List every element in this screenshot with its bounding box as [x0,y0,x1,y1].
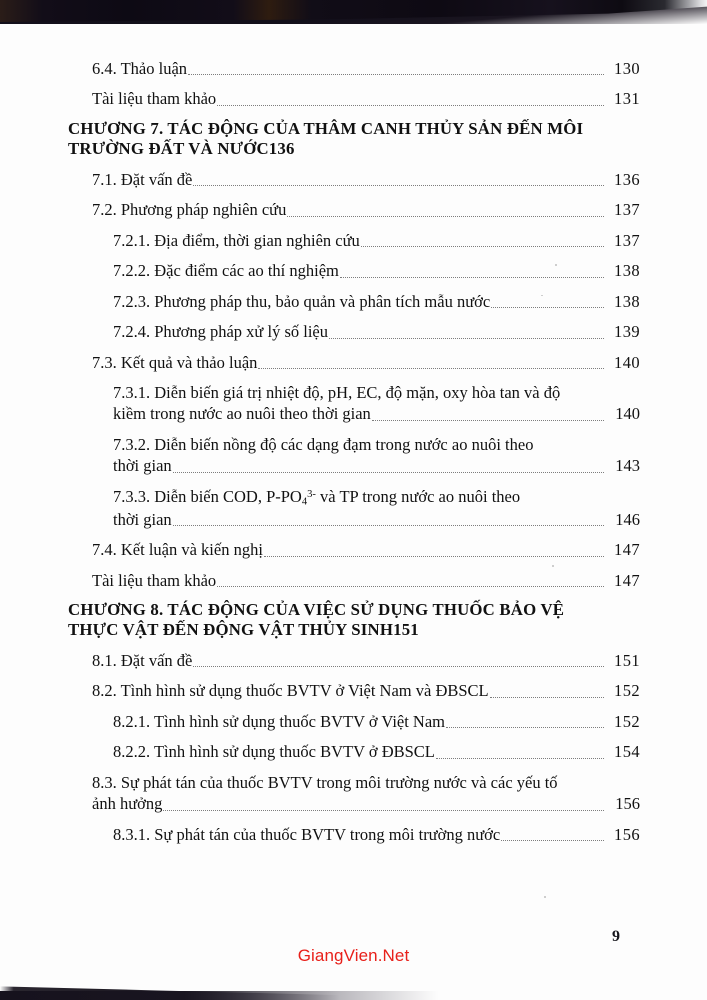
formula-prefix: 7.3.3. Diễn biến COD, P-PO [113,486,302,506]
toc-entry-7-1[interactable] [68,169,640,190]
toc-entry-page: 151 [614,651,640,671]
scan-edge-top [0,0,707,24]
dot-leader [264,555,604,557]
dot-leader [163,809,604,811]
scan-speck [555,264,557,266]
toc-entry-page: 138 [614,291,640,311]
formula-superscript: 3- [307,488,316,500]
toc-entry-7-3-1[interactable] [68,382,640,425]
toc-entry-label-line-2-row [113,455,640,476]
toc-entry-label: 7.2.2. Đặc điểm các ao thí nghiệm [113,261,339,281]
toc-entry-page: 130 [614,59,640,78]
toc-entry-page: 140 [614,352,640,372]
toc-entry-label: Tài liệu tham khảo [92,89,217,109]
dot-leader [446,726,604,728]
table-of-contents [68,58,640,854]
dot-leader [329,337,604,339]
toc-entry-7-2-1[interactable] [68,230,640,251]
toc-entry-label-line-2: thời gian [113,456,172,476]
toc-entry-label-line-2: kiềm trong nước ao nuôi theo thời gian [113,404,371,424]
toc-entry-page: 156 [615,794,640,814]
toc-entry-8-3-1[interactable] [68,824,640,845]
dot-leader [217,585,604,587]
toc-entry-page: 140 [615,404,640,424]
dot-leader [188,73,604,75]
toc-entry-page: 152 [614,681,640,701]
toc-entry-page: 139 [614,322,640,342]
toc-entry-6-4[interactable] [68,58,640,79]
scan-speck [544,896,546,898]
toc-entry-8-3[interactable] [68,772,640,815]
dot-leader [340,276,604,278]
dot-leader [193,665,604,667]
toc-entry-label: 7.2.3. Phương pháp thu, bảo quản và phân tích mẫu nước [113,291,491,311]
toc-entry-8-2-2[interactable] [68,741,640,762]
formula-subscript: 4 [301,496,308,507]
toc-entry-label-line-1: 7.3.1. Diễn biến giá trị nhiệt độ, pH, EC, độ mặn, oxy hòa tan và độ [113,382,561,402]
toc-entry-label-line-1: 7.3.2. Diễn biến nồng độ các dạng đạm trong nước ao nuôi theo [113,434,534,454]
toc-entry-7-3[interactable] [68,352,640,373]
toc-entry-label-line-2: ảnh hưởng [92,794,163,814]
scan-edge-bottom-strip [0,991,707,1000]
toc-entry-page: 152 [614,711,640,731]
toc-entry-label: 7.2.1. Địa điểm, thời gian nghiên cứu [113,230,360,250]
formula-suffix: và TP trong nước ao nuôi theo [315,486,521,506]
chapter-heading-line-2: THỰC VẬT ĐẾN ĐỘNG VẬT THỦY SINH [68,620,394,640]
toc-entry-references-ch6[interactable] [68,88,640,109]
chapter-heading-line-1: CHƯƠNG 8. TÁC ĐỘNG CỦA VIỆC SỬ DỤNG THUỐC BẢO VỆ [68,600,565,620]
toc-entry-page: 138 [614,261,640,281]
toc-entry-label: 8.2.1. Tình hình sử dụng thuốc BVTV ở Việt Nam [113,711,446,731]
toc-entry-label: 7.3. Kết quả và thảo luận [92,352,258,372]
toc-entry-page: 146 [615,509,640,529]
toc-entry-label: 8.1. Đặt vấn đề [92,651,193,671]
toc-entry-page: 147 [614,570,640,590]
chapter-heading-line-2-row [68,620,640,640]
dot-leader [193,184,604,186]
toc-entry-label-line-2-row [113,403,640,424]
toc-entry-7-3-3[interactable] [68,486,640,530]
toc-entry-page: 136 [268,138,295,158]
toc-entry-7-3-2[interactable] [68,434,640,477]
toc-entry-page: 143 [615,456,640,476]
dot-leader [217,104,604,106]
toc-entry-page: 147 [614,540,640,560]
toc-entry-label-line-1 [113,486,640,509]
toc-entry-label: 7.2.4. Phương pháp xử lý số liệu [113,322,328,342]
toc-entry-page: 131 [614,89,640,109]
toc-entry-8-2[interactable] [68,680,640,701]
toc-entry-label: 8.2.2. Tình hình sử dụng thuốc BVTV ở ĐBSCL [113,742,435,762]
toc-entry-page: 137 [614,200,640,220]
toc-entry-8-2-1[interactable] [68,711,640,732]
toc-entry-label: 7.1. Đặt vấn đề [92,169,193,189]
dot-leader [372,419,604,421]
dot-leader [287,215,604,217]
chapter-heading-line-2-row [68,139,640,159]
toc-entry-label: 7.2. Phương pháp nghiên cứu [92,200,287,220]
toc-chapter-8-heading[interactable] [68,600,640,640]
toc-entry-label-line-2-row [113,509,640,530]
toc-entry-page: 156 [614,824,640,844]
watermark: GiangVien.Net [297,946,410,965]
toc-entry-label-line-1: 8.3. Sự phát tán của thuốc BVTV trong môi trường nước và các yếu tố [92,772,558,792]
dot-leader [258,367,604,369]
toc-entry-label-line-2: thời gian [113,509,172,529]
toc-entry-page: 136 [614,169,640,189]
dot-leader [173,524,604,526]
dot-leader [491,306,604,308]
toc-entry-label: 8.3.1. Sự phát tán của thuốc BVTV trong môi trường nước [113,824,501,844]
chapter-heading-line-1: CHƯƠNG 7. TÁC ĐỘNG CỦA THÂM CANH THỦY SẢN ĐẾN MÔI [68,118,584,138]
toc-entry-7-4[interactable] [68,539,640,560]
toc-entry-7-2-2[interactable] [68,260,640,281]
page-number: 9 [612,928,620,945]
toc-entry-label-line-2-row [92,793,640,814]
toc-entry-label: Tài liệu tham khảo [92,570,217,590]
toc-entry-label: 6.4. Thảo luận [92,59,188,78]
scan-speck [541,295,543,296]
dot-leader [490,696,604,698]
dot-leader [173,471,604,473]
toc-chapter-7-heading[interactable] [68,119,640,159]
dot-leader [361,245,604,247]
scan-speck [552,565,554,567]
toc-entry-label: 7.4. Kết luận và kiến nghị [92,540,263,560]
toc-entry-label: 8.2. Tình hình sử dụng thuốc BVTV ở Việt Nam và ĐBSCL [92,681,489,701]
toc-entry-page: 154 [614,742,640,762]
toc-entry-7-2-4[interactable] [68,321,640,342]
chapter-heading-line-2: TRƯỜNG ĐẤT VÀ NƯỚC [68,138,269,158]
toc-entry-page: 137 [614,230,640,250]
toc-entry-page: 151 [393,620,419,640]
toc-entry-references-ch7[interactable] [68,570,640,591]
dot-leader [501,839,604,841]
toc-entry-8-1[interactable] [68,650,640,671]
toc-entry-7-2[interactable] [68,199,640,220]
toc-entry-7-2-3[interactable] [68,291,640,312]
dot-leader [436,757,604,759]
